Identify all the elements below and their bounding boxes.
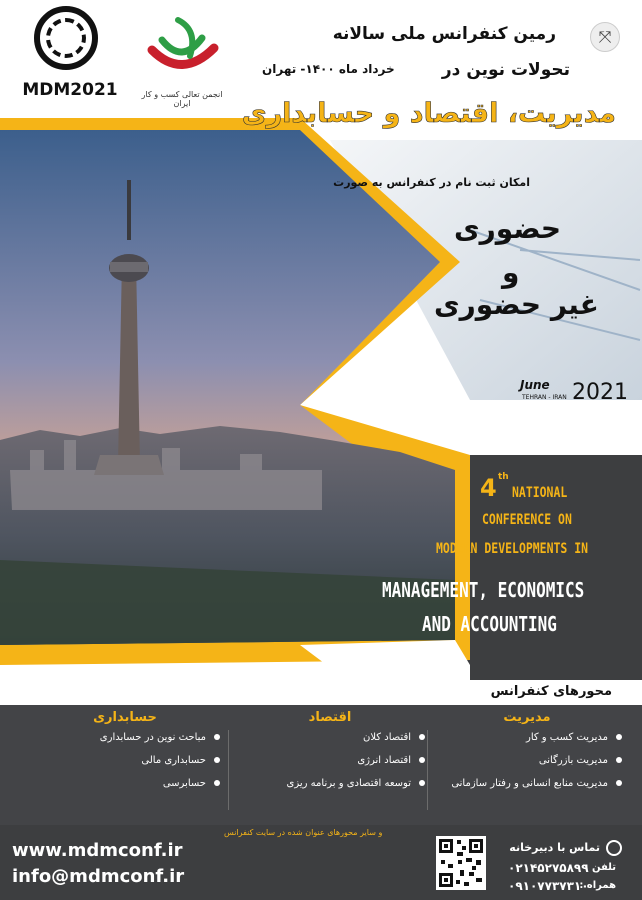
axis-column-accounting xyxy=(30,710,220,800)
axis-item: مباحث نوین در حسابداری xyxy=(30,731,220,744)
en-line2: CONFERENCE ON xyxy=(482,512,572,528)
axis-item: توسعه اقتصادی و برنامه ریزی xyxy=(235,777,425,790)
mode-in-person: حضوری xyxy=(454,212,562,245)
expand-icon: ⤧ xyxy=(598,27,612,46)
event-year: 2021 xyxy=(572,380,628,405)
association-logo xyxy=(132,10,232,106)
event-place: TEHRAN - IRAN xyxy=(522,394,567,401)
column-divider xyxy=(228,730,229,810)
axis-item: مدیریت منابع انسانی و رفتار سازمانی xyxy=(432,777,622,790)
mobile-label: همراه : xyxy=(579,880,616,891)
event-date-fa: خرداد ماه ۱۴۰۰- تهران xyxy=(262,62,395,76)
en-line3: MODERN DEVELOPMENTS IN xyxy=(436,541,589,557)
mode-and: و xyxy=(502,256,520,289)
axis-item: اقتصاد انرژی xyxy=(235,754,425,767)
en-line5: AND ACCOUNTING xyxy=(422,612,557,636)
website-link[interactable]: www.mdmconf.ir xyxy=(12,840,183,861)
phone-label: تلفن : xyxy=(584,862,616,873)
registration-text: امکان ثبت نام در کنفرانس به صورت xyxy=(333,176,530,189)
en-ordinal: 4 xyxy=(480,474,497,502)
other-axes-note: و سایر محورهای عنوان شده در سایت کنفرانس xyxy=(224,828,383,837)
axis-column-management xyxy=(432,710,622,800)
column-divider xyxy=(427,730,428,810)
en-line4: MANAGEMENT, ECONOMICS xyxy=(382,578,585,602)
en-ordinal-suffix: th xyxy=(498,472,509,482)
email-link[interactable]: info@mdmconf.ir xyxy=(12,866,185,887)
globe-icon xyxy=(46,18,86,58)
mode-online: غیر حضوری xyxy=(434,288,599,321)
axis-heading: اقتصاد xyxy=(308,710,352,725)
association-caption: انجمن تعالی کسب و کار ایران xyxy=(141,90,223,108)
expand-button[interactable] xyxy=(590,22,620,52)
contact-title: تماس با دبیرخانه xyxy=(509,841,600,854)
fa-title-line1: رمین کنفرانس ملی سالانه xyxy=(332,24,556,44)
qr-code[interactable] xyxy=(436,836,486,890)
axis-column-economics xyxy=(235,710,425,800)
mdm-logo-text: MDM2021 xyxy=(22,80,118,100)
axis-item: مدیریت بازرگانی xyxy=(432,754,622,767)
axes-title: محورهای کنفرانس xyxy=(490,684,612,699)
axis-heading: مدیریت xyxy=(503,710,551,725)
en-line1: NATIONAL xyxy=(512,485,568,501)
axis-item: مدیریت کسب و کار xyxy=(432,731,622,744)
event-month: June xyxy=(520,378,550,392)
fa-title-line2: تحولات نوین در xyxy=(441,60,570,80)
axis-item: اقتصاد کلان xyxy=(235,731,425,744)
axis-item: حسابداری مالی xyxy=(30,754,220,767)
mobile-number[interactable]: ۰۹۱۰۷۷۳۷۳۱۰ xyxy=(508,879,589,893)
white-chevron xyxy=(300,640,470,705)
axis-heading: حسابداری xyxy=(93,710,157,725)
mdm-logo xyxy=(20,6,116,106)
phone-icon xyxy=(606,840,622,856)
fa-title-line3: مدیریت، اقتصاد و حسابداری xyxy=(241,98,616,129)
axis-item: حسابرسی xyxy=(30,777,220,790)
association-emblem-icon xyxy=(132,10,232,90)
phone-number[interactable]: ۰۲۱۴۵۲۷۵۸۹۹ xyxy=(508,861,589,875)
